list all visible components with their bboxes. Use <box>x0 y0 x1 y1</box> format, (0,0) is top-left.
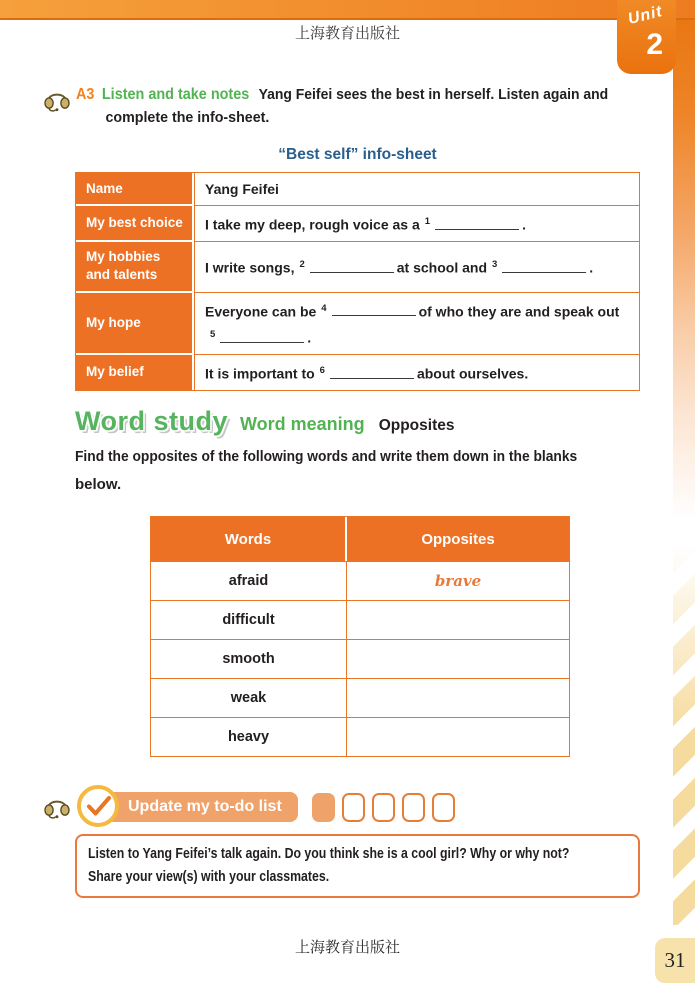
word-study-logo: Word study <box>75 406 228 436</box>
word-study-instruction <box>75 448 685 493</box>
unit-label: Unit <box>626 3 665 29</box>
word-study-header <box>75 406 454 437</box>
activity-a3-header <box>42 86 648 126</box>
fill-in-blank[interactable] <box>310 258 394 273</box>
info-sheet-row-value <box>194 173 639 206</box>
info-sheet-row-segments <box>205 210 629 237</box>
info-sheet-row-value <box>194 355 639 390</box>
cell-text: of who they are and speak out <box>418 303 620 320</box>
todo-banner <box>80 792 298 822</box>
headphones-icon <box>42 87 72 113</box>
fill-in-blank[interactable] <box>435 215 519 230</box>
info-sheet-row <box>76 206 639 242</box>
info-sheet-row-segments <box>205 253 629 280</box>
word-study-instruction-2: below. <box>75 476 122 493</box>
top-orange-bar <box>0 0 695 20</box>
todo-checkbox-filled[interactable] <box>312 793 335 822</box>
column-header-words: Words <box>151 517 347 561</box>
info-sheet-title: “Best self” info-sheet <box>278 146 437 163</box>
fill-in-blank[interactable] <box>220 328 304 343</box>
todo-checkbox-empty[interactable] <box>342 793 365 822</box>
fill-in-blank[interactable] <box>332 301 416 316</box>
word-study-topic: Opposites <box>378 417 455 434</box>
table-row <box>151 717 569 756</box>
info-sheet-row-label: My hope <box>76 293 194 355</box>
column-header-opposites: Opposites <box>421 530 495 548</box>
info-sheet-row-value <box>194 242 639 293</box>
word-cell: afraid <box>151 562 347 600</box>
todo-prompt-2: Share your view(s) with your classmates. <box>88 869 330 885</box>
info-sheet-row-segments <box>205 177 629 201</box>
info-sheet-row-value <box>194 206 639 242</box>
table-row <box>151 678 569 717</box>
opposites-table <box>150 516 570 757</box>
fill-in-blank[interactable] <box>502 258 586 273</box>
info-sheet-row <box>76 293 639 355</box>
word-cell: difficult <box>151 601 347 639</box>
fill-in-blank[interactable] <box>330 364 414 379</box>
cell-text: It is important to <box>205 365 315 382</box>
cell-text: at school and <box>396 259 487 276</box>
todo-prompt-1: Listen to Yang Feifei’s talk again. Do you think she is a cool girl? Why or why not? <box>88 846 570 862</box>
activity-code: A3 <box>76 86 95 103</box>
activity-line1 <box>76 86 608 104</box>
activity-instruction-2: complete the info-sheet. <box>105 109 270 126</box>
info-sheet-row-label: My hobbies and talents <box>76 242 194 293</box>
info-sheet-row-value <box>194 293 639 355</box>
page-number: 31 <box>664 948 686 972</box>
todo-label: Update my to-do list <box>128 798 282 815</box>
blank-number: 1 <box>424 216 431 227</box>
blank-number: 4 <box>321 302 327 314</box>
todo-checkbox-empty[interactable] <box>402 793 425 822</box>
info-sheet-row-label: My belief <box>76 355 194 390</box>
info-sheet-table <box>75 172 640 391</box>
info-sheet-row-segments <box>205 297 629 350</box>
side-chevron-pattern <box>673 545 695 925</box>
activity-instruction-1: Yang Feifei sees the best in herself. Listen again and <box>258 86 609 103</box>
info-sheet-row <box>76 173 639 206</box>
publisher-header: 上海教育出版社 <box>294 26 400 42</box>
word-study-subtitle: Word meaning <box>240 414 365 434</box>
todo-checkbox-empty[interactable] <box>432 793 455 822</box>
todo-checkboxes <box>312 793 455 822</box>
cell-text: Yang Feifei <box>205 181 279 197</box>
info-sheet-row-label: Name <box>76 173 194 206</box>
opposite-blank-cell[interactable] <box>347 601 569 639</box>
page-number-badge <box>655 938 695 983</box>
cell-text: I write songs, <box>205 259 295 276</box>
cell-text: I take my deep, rough voice as a <box>205 216 420 233</box>
blank-number: 3 <box>492 259 498 271</box>
table-row <box>151 600 569 639</box>
opposites-table-header <box>151 517 569 561</box>
activity-text <box>76 86 648 126</box>
info-sheet-row <box>76 355 639 390</box>
cell-text: about ourselves. <box>416 365 529 382</box>
opposite-answer-cell: brave <box>434 572 482 590</box>
blank-number: 5 <box>210 329 216 341</box>
publisher-footer: 上海教育出版社 <box>294 940 400 956</box>
activity-title: Listen and take notes <box>101 86 250 103</box>
table-row <box>151 639 569 678</box>
cell-text: . <box>589 259 594 276</box>
cell-text: Everyone can be <box>205 303 317 320</box>
checkmark-circle-icon <box>77 785 119 827</box>
opposite-blank-cell[interactable] <box>347 679 569 717</box>
check-icon <box>85 795 112 818</box>
opposite-blank-cell[interactable] <box>347 640 569 678</box>
info-sheet-row-segments <box>205 359 629 386</box>
word-study-instruction-1: Find the opposites of the following words and write them down in the blanks <box>75 448 578 465</box>
todo-prompt-box <box>75 834 640 898</box>
cell-text: . <box>307 329 312 346</box>
todo-section <box>42 792 455 822</box>
word-cell: smooth <box>151 640 347 678</box>
word-cell: heavy <box>151 718 347 756</box>
todo-checkbox-empty[interactable] <box>372 793 395 822</box>
table-row <box>151 561 569 600</box>
cell-text: . <box>522 216 526 233</box>
headphones-icon <box>42 794 72 820</box>
blank-number: 2 <box>299 259 305 271</box>
unit-number: 2 <box>646 28 663 61</box>
unit-badge <box>617 0 676 74</box>
word-cell: weak <box>151 679 347 717</box>
info-sheet-row-label: My best choice <box>76 206 194 242</box>
info-sheet-row <box>76 242 639 293</box>
blank-number: 6 <box>319 364 325 376</box>
opposite-blank-cell[interactable] <box>347 718 569 756</box>
